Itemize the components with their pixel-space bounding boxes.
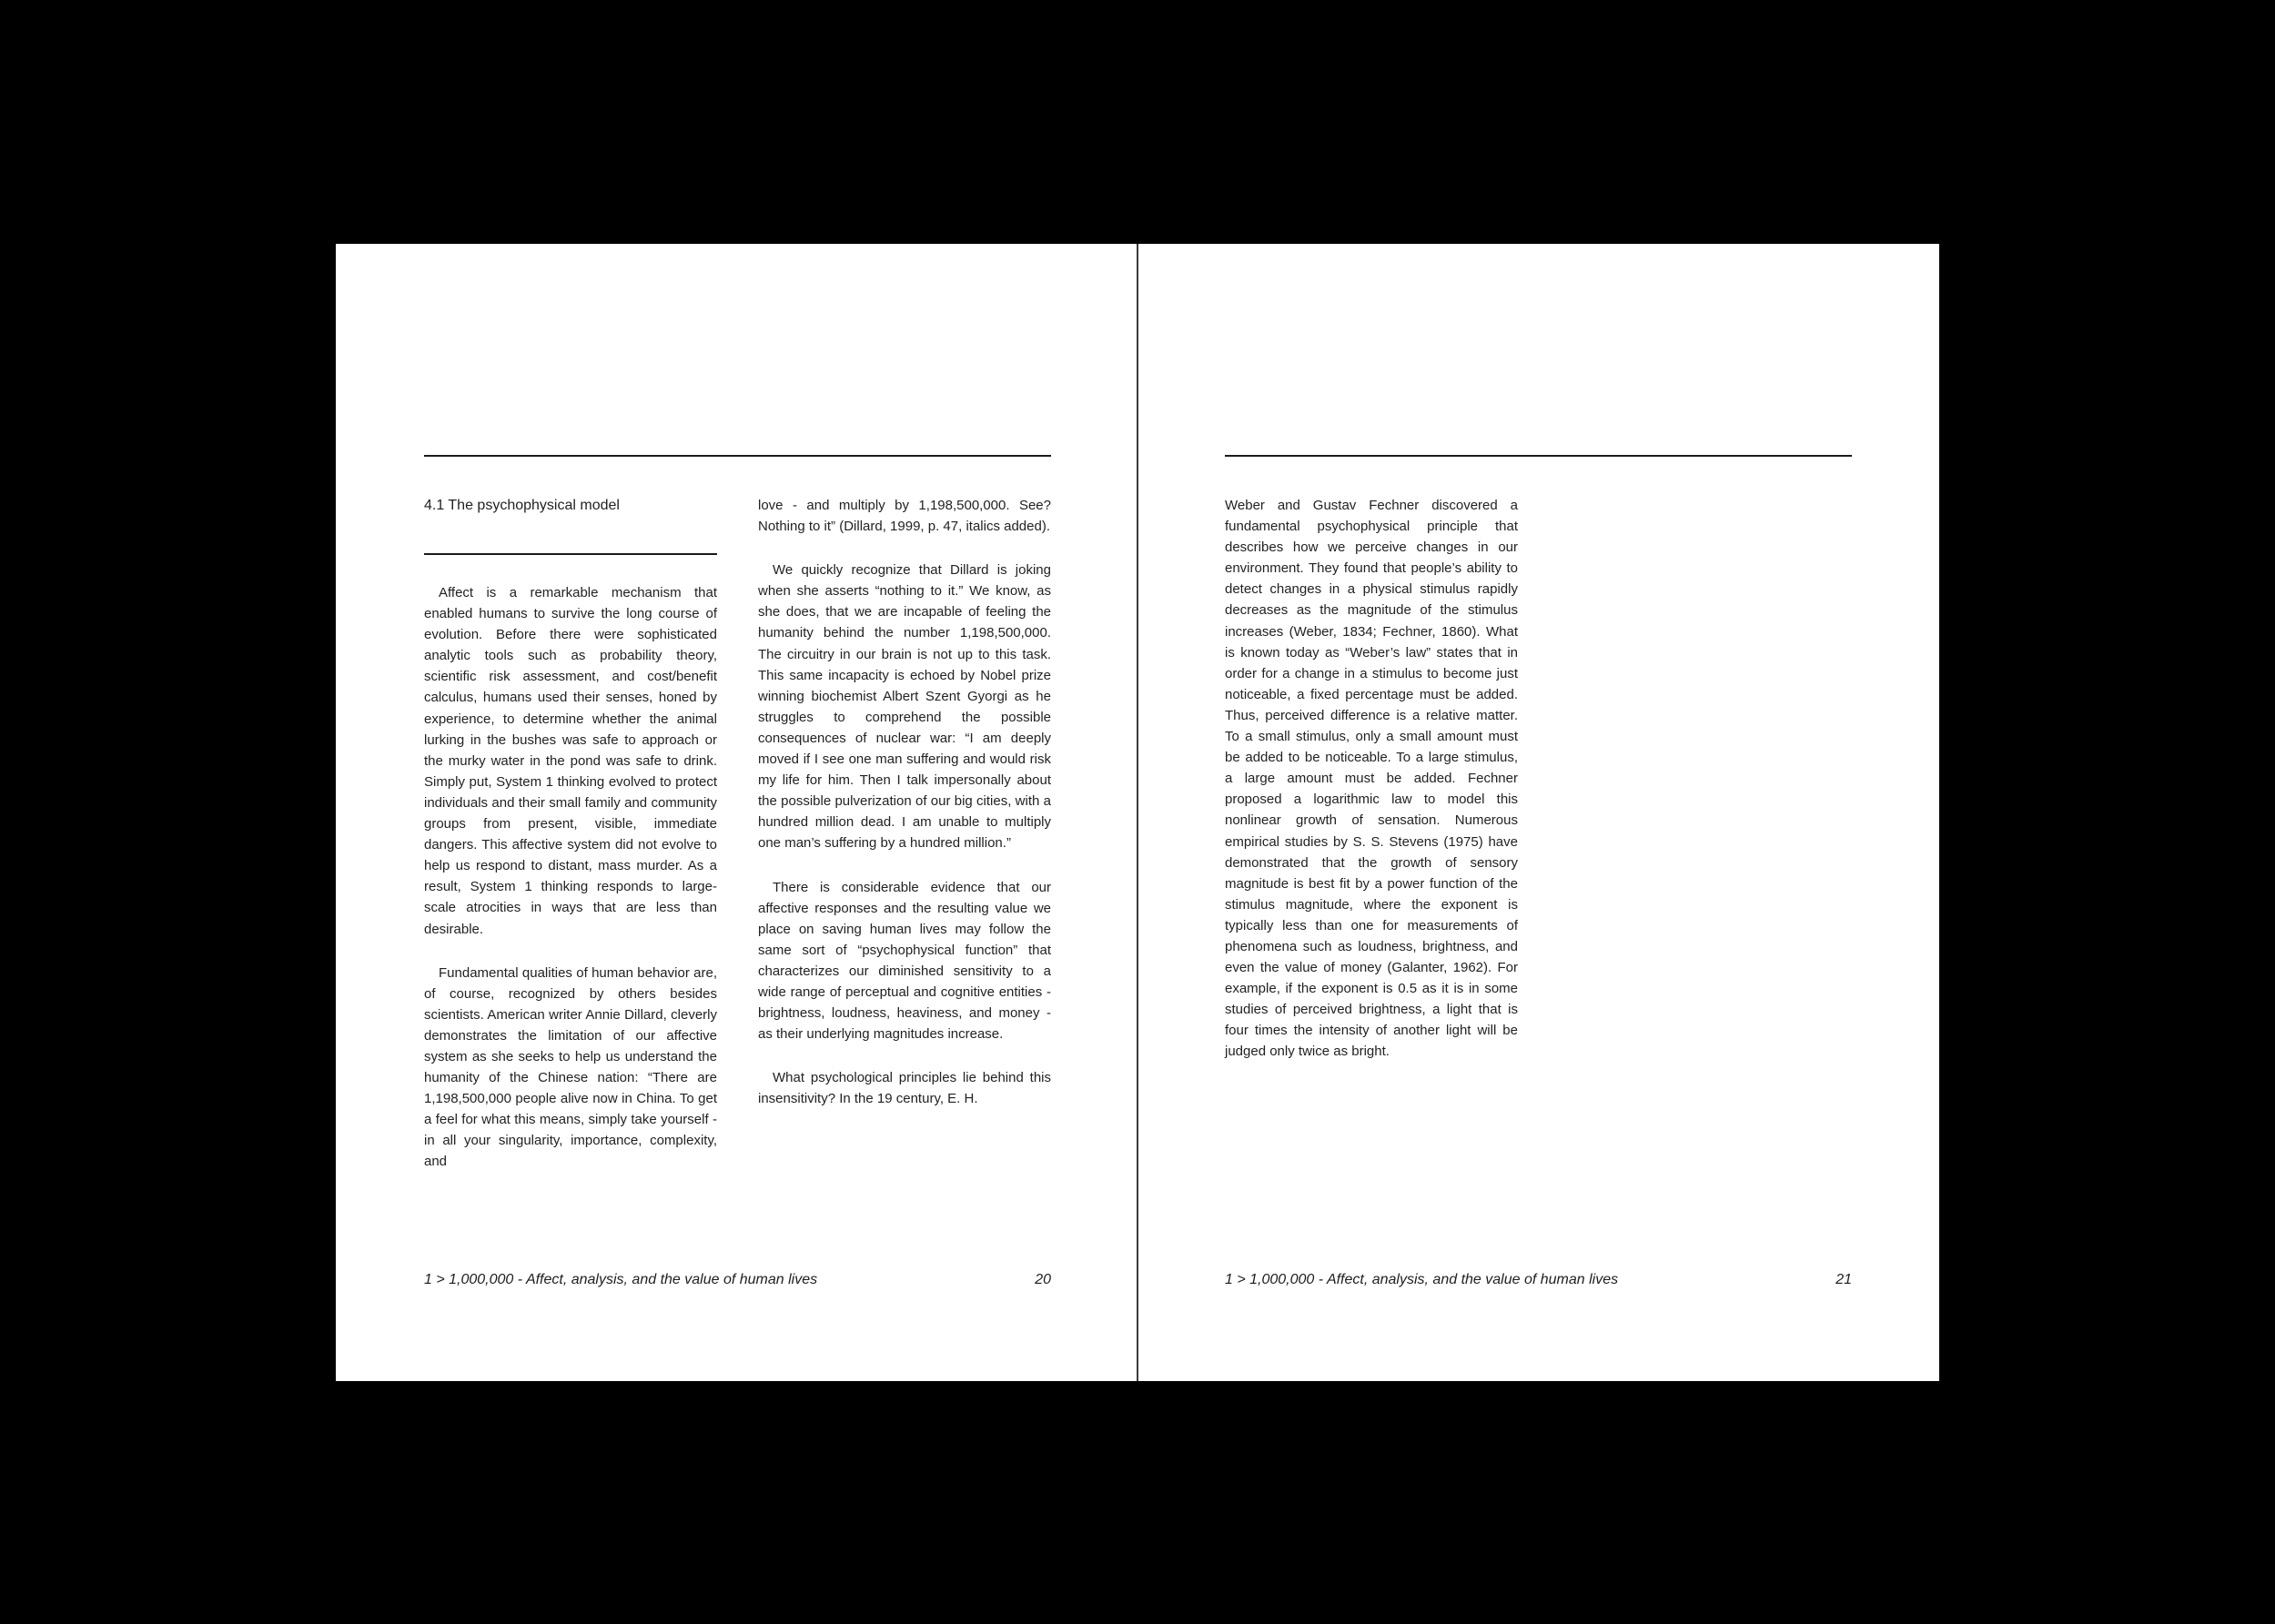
- paragraph: Affect is a remarkable mechanism that enabled humans to survive the long course of evolution. Before there were sophisticated analytic tools such as probability theory, scientific risk assessment, and cost/benefit calculus, humans used their senses, honed by experience, to determine whether the animal lurking in the bushes was safe to approach or the murky water in the pond was safe to drink. Simply put, System 1 thinking evolved to protect individuals and their small family and community groups from present, visible, immediate dangers. This affective system did not evolve to help us respond to distant, mass murder. As a result, System 1 thinking responds to large-scale atrocities in ways that are less than desirable.: [424, 585, 717, 937]
- running-footer-title: 1 > 1,000,000 - Affect, analysis, and the value of human lives: [1225, 1272, 1619, 1287]
- paragraph: What psychological principles lie behind this insensitivity? In the 19 century, E. H.: [758, 1070, 1051, 1107]
- paragraph: Weber and Gustav Fechner discovered a fundamental psychophysical principle that describes how we perceive changes in our environment. They found that people’s ability to detect changes in a physical stimulus rapidly decreases as the magnitude of the stimulus increases (Weber, 1834; Fechner, 1860). What is known today as “Weber’s law” states that in order for a change in a stimulus to become just noticeable, a fixed percentage must be added. Thus, perceived difference is a relative matter. To a small stimulus, only a small amount must be added to be noticeable. To a large stimulus, a large amount must be added. Fechner proposed a logarithmic law to model this nonlinear growth of sensation. Numerous empirical studies by S. S. Stevens (1975) have demonstrated that the growth of sensory magnitude is best fit by a power function of the stimulus magnitude, where the exponent is typically less than one for measurements of phenomena such as loudness, brightness, and even the value of money (Galanter, 1962). For example, if the exponent is 0.5 as it is in some studies of perceived brightness, a light that is four times the intensity of another light will be judged only twice as bright.: [1225, 498, 1518, 1060]
- text-column-1: [1225, 495, 1518, 1063]
- page-number: 21: [1835, 1272, 1852, 1287]
- section-rule: [424, 553, 717, 555]
- top-rule: [424, 455, 1051, 457]
- text-column-1: [424, 582, 717, 1173]
- running-footer-title: 1 > 1,000,000 - Affect, analysis, and the value of human lives: [424, 1272, 818, 1287]
- book-spread: [336, 244, 1939, 1381]
- section-heading: 4.1 The psychophysical model: [424, 498, 620, 513]
- paragraph: love - and multiply by 1,198,500,000. See? Nothing to it” (Dillard, 1999, p. 47, italics added).: [758, 498, 1051, 535]
- top-rule: [1225, 455, 1852, 457]
- paragraph: Fundamental qualities of human behavior are, of course, recognized by others besides scientists. American writer Annie Dillard, cleverly demonstrates the limitation of our affective system as she seeks to help us understand the humanity of the Chinese nation: “There are 1,198,500,000 people alive now in China. To get a feel for what this means, simply take yourself - in all your singularity, importance, complexity, and: [424, 964, 717, 1170]
- paragraph: There is considerable evidence that our affective responses and the resulting value we place on saving human lives may follow the same sort of “psychophysical function” that characterizes our diminished sensitivity to a wide range of perceptual and cognitive entities - brightness, loudness, heaviness, and money - as their underlying magnitudes increase.: [758, 879, 1051, 1043]
- left-page: [336, 244, 1137, 1381]
- right-page: [1138, 244, 1939, 1381]
- paragraph: We quickly recognize that Dillard is joking when she asserts “nothing to it.” We know, as she does, that we are incapable of feeling the humanity behind the number 1,198,500,000. The circuitry in our brain is not up to this task. This same incapacity is echoed by Nobel prize winning biochemist Albert Szent Gyorgi as he struggles to comprehend the possible consequences of nuclear war: “I am deeply moved if I see one man suffering and would risk my life for him. Then I talk impersonally about the possible pulverization of our big cities, with a hundred million dead. I am unable to multiply one man’s suffering by a hundred million.”: [758, 562, 1051, 852]
- page-number: 20: [1035, 1272, 1051, 1287]
- text-column-2: [758, 495, 1051, 1109]
